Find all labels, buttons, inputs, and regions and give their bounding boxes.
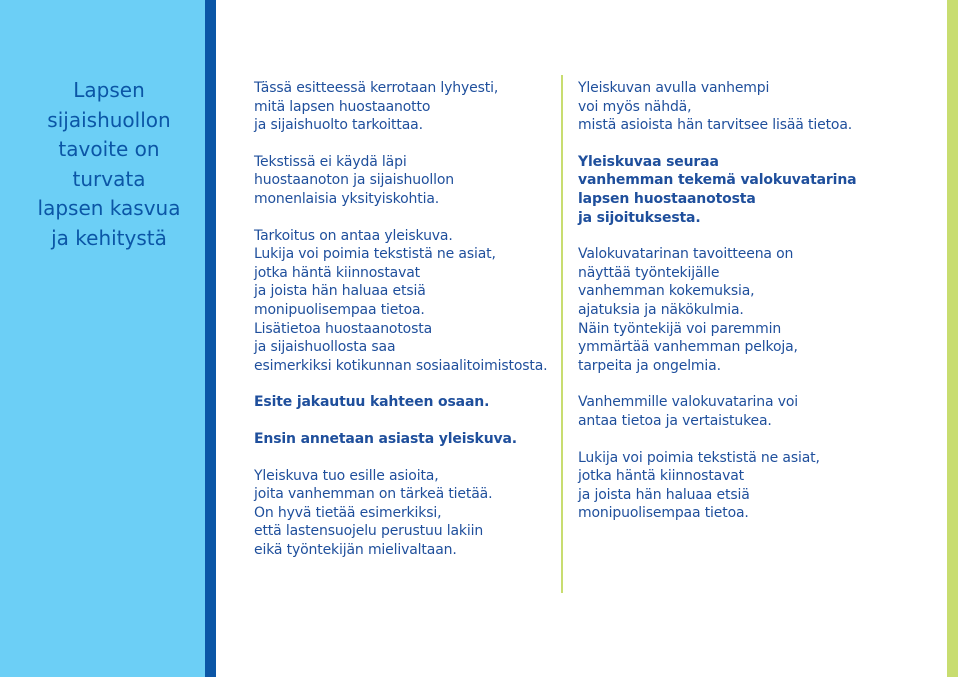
peer-support-paragraph — [578, 393, 908, 430]
overview-use-paragraph — [578, 79, 908, 135]
text-line: monipuolisempaa tietoa. — [578, 505, 749, 522]
text-line: Näin työntekijä voi paremmin — [578, 320, 782, 337]
text-line: vanhemman tekemä valokuvatarina — [578, 172, 857, 189]
text-line: esimerkiksi kotikunnan sosiaalitoimistosta. — [254, 357, 548, 374]
text-line: Yleiskuvaa seuraa — [578, 153, 719, 170]
text-line: On hyvä tietää esimerkiksi, — [254, 504, 442, 521]
text-line: ja sijoituksesta. — [578, 209, 701, 226]
title-line: Lapsen — [73, 78, 145, 102]
title-line: turvata — [72, 166, 146, 191]
text-line: Yleiskuvan avulla vanhempi — [578, 80, 770, 96]
text-line: Tässä esitteessä kerrotaan lyhyesti, — [254, 80, 499, 96]
text-line: vanhemman kokemuksia, — [578, 283, 755, 300]
text-line: ja sijaishuollosta saa — [254, 339, 396, 356]
text-line: näyttää työntekijälle — [578, 264, 720, 281]
text-line: Tarkoitus on antaa yleiskuva. — [254, 227, 453, 244]
column-divider — [561, 75, 563, 593]
title-line: tavoite on — [58, 137, 160, 161]
text-line: monipuolisempaa tietoa. — [254, 301, 425, 318]
text-line: ymmärtää vanhemman pelkoja, — [578, 339, 798, 356]
text-line: joita vanhemman on tärkeä tietää. — [254, 486, 493, 503]
text-line: mistä asioista hän tarvitsee lisää tietoa. — [578, 117, 853, 134]
text-line: Yleiskuva tuo esille asioita, — [254, 467, 439, 484]
title-line: lapsen kasvua — [37, 196, 181, 220]
text-line: monenlaisia yksityiskohtia. — [254, 190, 440, 207]
section-heading — [578, 153, 908, 227]
title-line: sijaishuollon — [47, 107, 171, 132]
text-line: jotka häntä kiinnostavat — [578, 468, 744, 485]
text-line: Lukija voi poimia tekstistä ne asiat, — [578, 449, 820, 466]
text-line: Valokuvatarinan tavoitteena on — [578, 246, 794, 263]
text-line: voi myös nähdä, — [578, 98, 692, 115]
section-heading: Esite jakautuu kahteen osaan. — [254, 394, 490, 411]
text-line: eikä työntekijän mielivaltaan. — [254, 541, 457, 558]
text-line: ja joista hän haluaa etsiä — [578, 486, 750, 503]
photo-story-paragraph — [578, 245, 908, 375]
purpose-paragraph — [254, 227, 564, 376]
text-line: Lisätietoa huostaanotosta — [254, 320, 432, 337]
text-line: antaa tietoa ja vertaistukea. — [578, 412, 772, 429]
sidebar-stripe — [205, 0, 216, 677]
right-column — [578, 79, 908, 523]
text-line: huostaanoton ja sijaishuollon — [254, 172, 455, 189]
text-line: että lastensuojelu perustuu lakiin — [254, 523, 484, 540]
title-line: ja kehitystä — [51, 225, 167, 250]
right-accent-bar — [947, 0, 958, 677]
page-title — [12, 76, 206, 253]
intro-paragraph — [254, 79, 564, 135]
text-line: mitä lapsen huostaanotto — [254, 98, 431, 115]
scope-paragraph — [254, 153, 564, 209]
text-line: ajatuksia ja näkökulmia. — [578, 301, 744, 318]
text-line: Vanhemmille valokuvatarina voi — [578, 394, 799, 411]
text-line: Lukija voi poimia tekstistä ne asiat, — [254, 246, 496, 263]
text-line: ja joista hän haluaa etsiä — [254, 283, 426, 300]
left-column — [254, 79, 564, 559]
overview-paragraph — [254, 467, 564, 560]
text-line: lapsen huostaanotosta — [578, 190, 756, 207]
section-heading: Ensin annetaan asiasta yleiskuva. — [254, 430, 517, 447]
text-line: jotka häntä kiinnostavat — [254, 264, 420, 281]
text-line: Tekstissä ei käydä läpi — [254, 153, 407, 170]
text-line: tarpeita ja ongelmia. — [578, 357, 721, 374]
reader-paragraph — [578, 449, 908, 523]
text-line: ja sijaishuolto tarkoittaa. — [254, 117, 423, 134]
